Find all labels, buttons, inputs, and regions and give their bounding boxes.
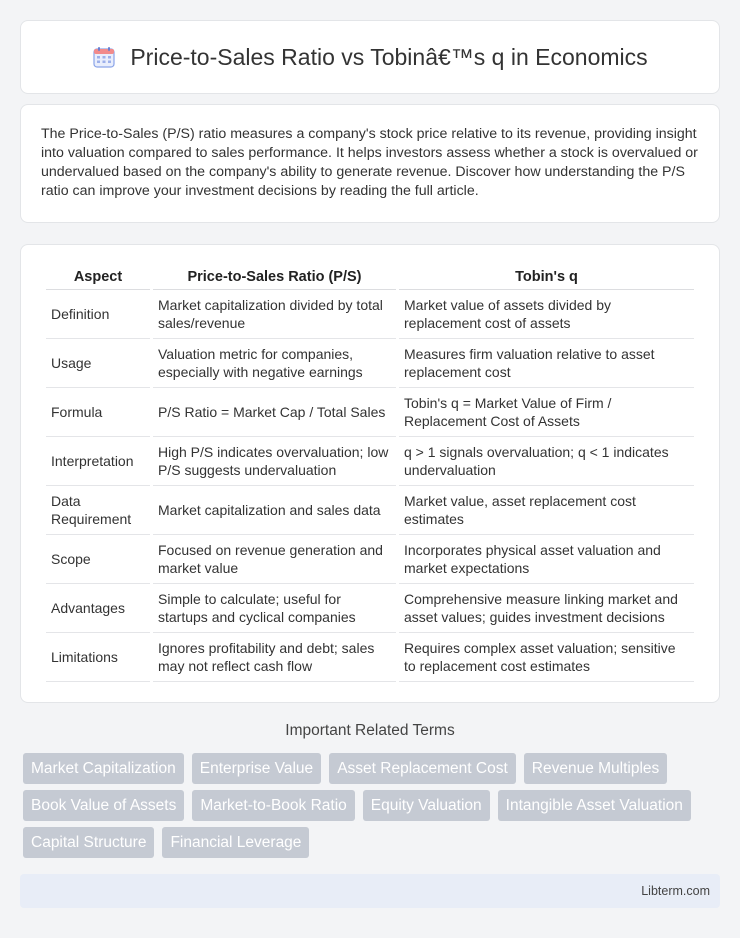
header-card bbox=[20, 20, 720, 94]
related-term-tag[interactable]: Intangible Asset Valuation bbox=[498, 790, 691, 821]
table-row bbox=[46, 486, 694, 535]
related-term-tag[interactable]: Equity Valuation bbox=[363, 790, 490, 821]
column-header-tobins-q: Tobin's q bbox=[399, 263, 694, 290]
related-term-tag[interactable]: Revenue Multiples bbox=[524, 753, 668, 784]
related-term-tag[interactable]: Financial Leverage bbox=[162, 827, 309, 858]
related-term-tag[interactable]: Market-to-Book Ratio bbox=[192, 790, 354, 821]
column-header-aspect: Aspect bbox=[46, 263, 150, 290]
cell-ps: High P/S indicates overvaluation; low P/S suggests undervaluation bbox=[153, 437, 396, 486]
intro-card bbox=[20, 104, 720, 223]
cell-aspect: Limitations bbox=[46, 633, 150, 682]
intro-text: The Price-to-Sales (P/S) ratio measures a company's stock price relative to its revenue, providing insight into valuation compared to sales performance. It helps investors assess whether a stock is overvalued or undervalued based on the company's ability to generate revenue. Discover how understanding the P/S ratio can improve your investment decisions by reading the full article. bbox=[41, 126, 698, 199]
cell-aspect: Formula bbox=[46, 388, 150, 437]
table-row bbox=[46, 437, 694, 486]
footer bbox=[20, 874, 720, 908]
comparison-table-card bbox=[20, 244, 720, 703]
table-row bbox=[46, 584, 694, 633]
related-term-tag[interactable]: Asset Replacement Cost bbox=[329, 753, 516, 784]
comparison-table bbox=[43, 263, 697, 682]
related-terms-tags bbox=[20, 753, 720, 858]
cell-aspect: Scope bbox=[46, 535, 150, 584]
cell-ps: Focused on revenue generation and market value bbox=[153, 535, 396, 584]
cell-tobins-q: Comprehensive measure linking market and asset values; guides investment decisions bbox=[399, 584, 694, 633]
cell-tobins-q: Incorporates physical asset valuation and market expectations bbox=[399, 535, 694, 584]
cell-tobins-q: q > 1 signals overvaluation; q < 1 indicates undervaluation bbox=[399, 437, 694, 486]
cell-ps: P/S Ratio = Market Cap / Total Sales bbox=[153, 388, 396, 437]
cell-tobins-q: Market value of assets divided by replacement cost of assets bbox=[399, 290, 694, 339]
table-row bbox=[46, 535, 694, 584]
related-term-tag[interactable]: Capital Structure bbox=[23, 827, 154, 858]
table-row bbox=[46, 388, 694, 437]
title-wrap bbox=[92, 44, 647, 71]
related-terms-title: Important Related Terms bbox=[285, 722, 455, 739]
page-title: Price-to-Sales Ratio vs Tobinâ€™s q in Economics bbox=[130, 43, 648, 70]
footer-brand[interactable]: Libterm.com bbox=[641, 884, 710, 898]
cell-ps: Market capitalization and sales data bbox=[153, 486, 396, 535]
cell-ps: Valuation metric for companies, especially with negative earnings bbox=[153, 339, 396, 388]
table-row bbox=[46, 633, 694, 682]
cell-aspect: Usage bbox=[46, 339, 150, 388]
related-term-tag[interactable]: Market Capitalization bbox=[23, 753, 184, 784]
cell-ps: Ignores profitability and debt; sales may not reflect cash flow bbox=[153, 633, 396, 682]
cell-tobins-q: Requires complex asset valuation; sensitive to replacement cost estimates bbox=[399, 633, 694, 682]
cell-aspect: Advantages bbox=[46, 584, 150, 633]
calendar-icon bbox=[92, 45, 116, 69]
cell-tobins-q: Market value, asset replacement cost estimates bbox=[399, 486, 694, 535]
table-row bbox=[46, 339, 694, 388]
cell-ps: Simple to calculate; useful for startups and cyclical companies bbox=[153, 584, 396, 633]
table-row bbox=[46, 290, 694, 339]
related-term-tag[interactable]: Book Value of Assets bbox=[23, 790, 184, 821]
cell-ps: Market capitalization divided by total sales/revenue bbox=[153, 290, 396, 339]
related-terms-section bbox=[20, 722, 720, 858]
cell-aspect: Definition bbox=[46, 290, 150, 339]
column-header-ps: Price-to-Sales Ratio (P/S) bbox=[153, 263, 396, 290]
cell-aspect: Interpretation bbox=[46, 437, 150, 486]
cell-tobins-q: Tobin's q = Market Value of Firm / Replacement Cost of Assets bbox=[399, 388, 694, 437]
cell-tobins-q: Measures firm valuation relative to asset replacement cost bbox=[399, 339, 694, 388]
cell-aspect: Data Requirement bbox=[46, 486, 150, 535]
table-header-row bbox=[46, 263, 694, 290]
related-term-tag[interactable]: Enterprise Value bbox=[192, 753, 321, 784]
